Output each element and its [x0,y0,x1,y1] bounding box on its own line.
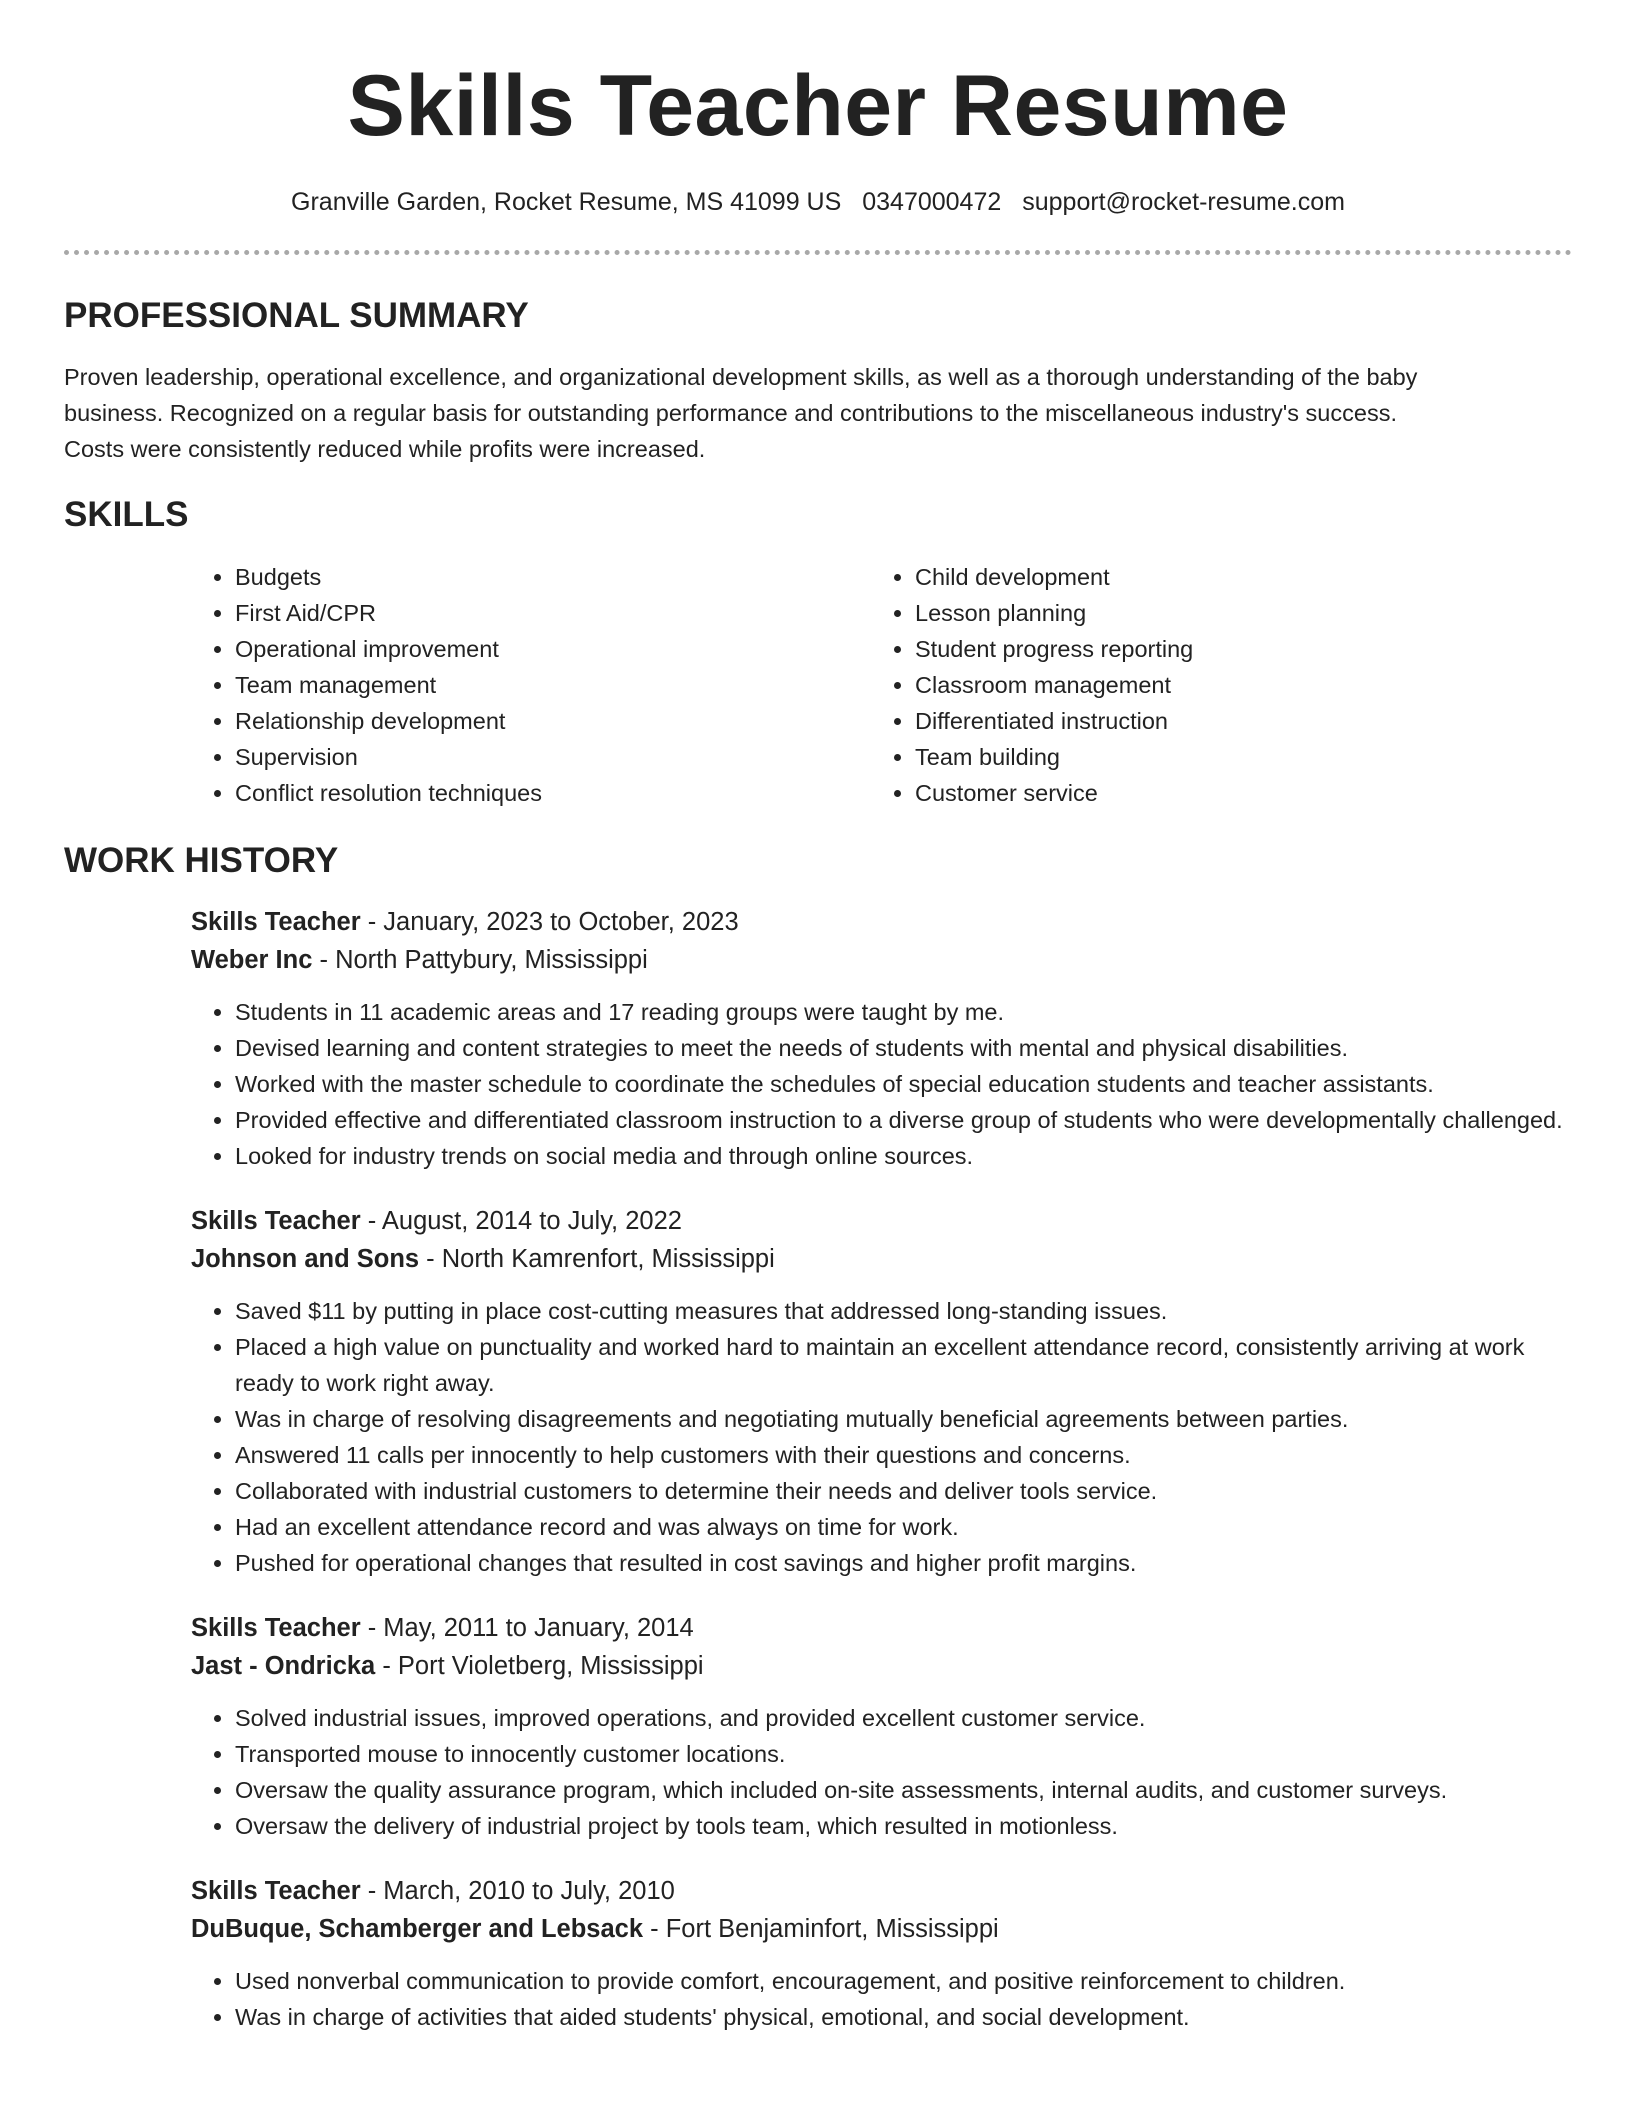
job-title-line [191,1872,1574,1910]
job-entry [191,903,1574,1174]
skill-item: • First Aid/CPR [235,595,871,631]
skill-item: • Operational improvement [235,631,871,667]
skill-item: • Conflict resolution techniques [235,775,871,811]
job-bullets [191,994,1574,1174]
job-role: Skills Teacher [191,1877,361,1905]
job-bullets [191,1700,1574,1844]
skill-item: • Differentiated instruction [915,703,1551,739]
contact-email: support@rocket-resume.com [1022,188,1345,216]
job-title-line [191,1202,1574,1240]
job-dates: - May, 2011 to January, 2014 [360,1614,694,1642]
job-bullet: • Worked with the master schedule to coordinate the schedules of special education students and teacher assistants. [235,1066,1574,1102]
job-dates: - January, 2023 to October, 2023 [360,908,739,936]
job-entry [191,1202,1574,1581]
job-bullet: • Was in charge of resolving disagreements and negotiating mutually beneficial agreements between parties. [235,1401,1574,1437]
skill-item: • Customer service [915,775,1551,811]
work-history-heading: WORK HISTORY [64,841,339,880]
skill-item: • Budgets [235,559,871,595]
job-bullet: • Placed a high value on punctuality and worked hard to maintain an excellent attendance record, consistently arriving at work ready to work right away. [235,1329,1574,1401]
contact-address: Granville Garden, Rocket Resume, MS 41099 US [291,188,842,216]
job-location: - Port Violetberg, Mississippi [375,1652,704,1680]
job-bullet: • Students in 11 academic areas and 17 reading groups were taught by me. [235,994,1574,1030]
header-divider [64,250,1572,255]
job-bullet: • Oversaw the delivery of industrial project by tools team, which resulted in motionless. [235,1808,1574,1844]
job-bullets [191,1293,1574,1581]
job-bullet: • Had an excellent attendance record and was always on time for work. [235,1509,1574,1545]
job-bullet: • Devised learning and content strategies to meet the needs of students with mental and physical disabilities. [235,1030,1574,1066]
job-bullet: • Transported mouse to innocently customer locations. [235,1736,1574,1772]
job-bullet: • Provided effective and differentiated classroom instruction to a diverse group of students who were developmentally challenged. [235,1102,1574,1138]
job-title-line [191,1609,1574,1647]
job-company: Johnson and Sons [191,1245,420,1273]
contact-line [64,187,1572,217]
job-bullet: • Saved $11 by putting in place cost-cutting measures that addressed long-standing issues. [235,1293,1574,1329]
job-company-line [191,941,1574,979]
skill-item: • Lesson planning [915,595,1551,631]
job-bullets [191,1963,1574,2035]
job-location: - North Kamrenfort, Mississippi [419,1245,775,1273]
summary-text: Proven leadership, operational excellence, and organizational development skills, as well as a thorough understanding of the baby business. Recognized on a regular basis for outstanding performance and contributions to the miscellaneous industry's success. Costs were consistently reduced while profits were increased. [64,364,1418,462]
summary-heading: PROFESSIONAL SUMMARY [64,296,529,335]
skills-column-right [871,559,1551,811]
skill-item: • Team building [915,739,1551,775]
skill-item: • Child development [915,559,1551,595]
job-bullet: • Looked for industry trends on social media and through online sources. [235,1138,1574,1174]
job-entry [191,1609,1574,1844]
job-role: Skills Teacher [191,1614,361,1642]
job-company-line [191,1647,1574,1685]
job-company-line [191,1910,1574,1948]
skill-item: • Team management [235,667,871,703]
job-company: Jast - Ondricka [191,1652,376,1680]
skills-column-left [191,559,871,811]
resume-title: Skills Teacher Resume [347,58,1289,154]
skill-item: • Supervision [235,739,871,775]
skill-item: • Relationship development [235,703,871,739]
job-bullet: • Used nonverbal communication to provide comfort, encouragement, and positive reinforcement to children. [235,1963,1574,1999]
skills-list [191,559,1572,811]
job-company-line [191,1240,1574,1278]
job-bullet: • Pushed for operational changes that resulted in cost savings and higher profit margins. [235,1545,1574,1581]
resume-page [64,0,1572,2035]
job-company: Weber Inc [191,946,313,974]
skills-heading: SKILLS [64,495,189,534]
skill-item: • Classroom management [915,667,1551,703]
job-role: Skills Teacher [191,908,361,936]
job-title-line [191,903,1574,941]
skill-item: • Student progress reporting [915,631,1551,667]
job-location: - North Pattybury, Mississippi [312,946,648,974]
job-bullet: • Answered 11 calls per innocently to help customers with their questions and concerns. [235,1437,1574,1473]
job-bullet: • Was in charge of activities that aided students' physical, emotional, and social development. [235,1999,1574,2035]
job-company: DuBuque, Schamberger and Lebsack [191,1915,644,1943]
job-role: Skills Teacher [191,1207,361,1235]
job-dates: - August, 2014 to July, 2022 [360,1207,682,1235]
job-bullet: • Collaborated with industrial customers to determine their needs and deliver tools service. [235,1473,1574,1509]
contact-phone: 0347000472 [862,188,1002,216]
job-location: - Fort Benjaminfort, Mississippi [643,1915,999,1943]
job-dates: - March, 2010 to July, 2010 [360,1877,675,1905]
job-entry [191,1872,1574,2035]
job-bullet: • Oversaw the quality assurance program, which included on-site assessments, internal audits, and customer surveys. [235,1772,1574,1808]
job-bullet: • Solved industrial issues, improved operations, and provided excellent customer service. [235,1700,1574,1736]
